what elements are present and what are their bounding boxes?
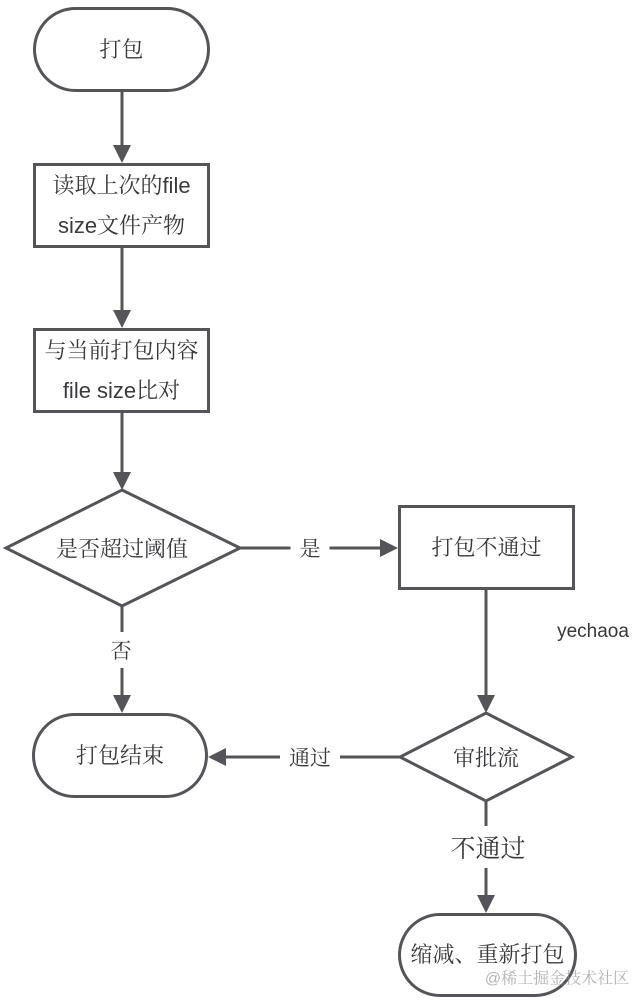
node-start	[33, 7, 210, 92]
edge-label-pass: 通过	[280, 739, 340, 775]
node-compare-file-size	[33, 328, 210, 413]
watermark-community: @稀土掘金技术社区	[484, 970, 630, 988]
edge-label-yes: 是	[291, 530, 330, 566]
node-shrink-repack-label: 缩减、重新打包	[410, 942, 565, 968]
arrowhead-into-end-top	[113, 695, 131, 713]
edge-label-no: 否	[102, 632, 141, 668]
edge-label-not-pass: 不通过	[441, 826, 534, 868]
node-compare-file-size-label: 与当前打包内容 file size比对	[44, 337, 199, 403]
node-package-end-label: 打包结束	[75, 742, 164, 768]
node-package-end	[32, 713, 208, 798]
node-package-fail-label: 打包不通过	[431, 534, 542, 560]
arrowhead-into-end-right	[208, 748, 226, 766]
node-package-fail	[398, 505, 575, 590]
watermark-author: yechaoa	[557, 621, 629, 642]
arrowhead-into-read	[113, 145, 131, 163]
node-read-last-file-size-label: 读取上次的file size文件产物	[52, 172, 191, 238]
node-start-label: 打包	[99, 36, 144, 62]
arrowhead-into-threshold	[113, 472, 131, 490]
arrowhead-into-compare	[113, 310, 131, 328]
decision-exceed-threshold-label: 是否超过阈值	[55, 536, 189, 562]
node-read-last-file-size	[33, 163, 210, 248]
arrowhead-into-repack	[477, 895, 495, 913]
arrowhead-into-approval	[477, 695, 495, 713]
arrowhead-into-fail	[380, 539, 398, 557]
decision-approval-flow-label: 审批流	[452, 745, 520, 771]
